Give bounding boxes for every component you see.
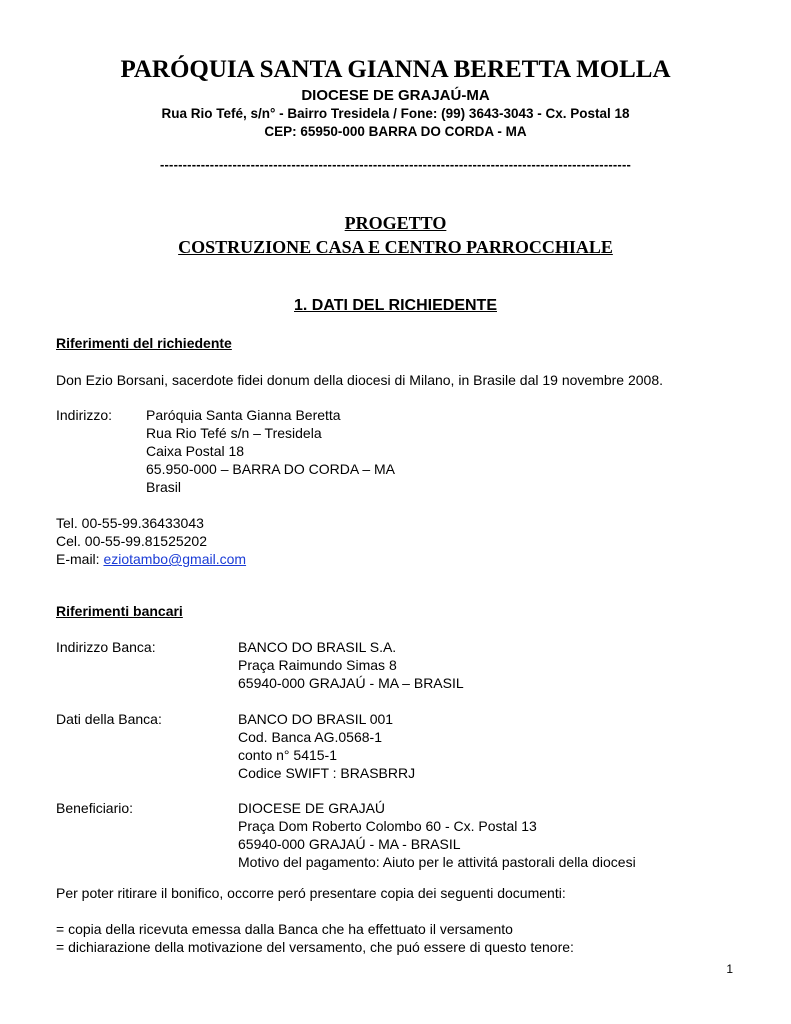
bank-address-label: Indirizzo Banca: <box>56 639 156 655</box>
bank-data-line: Cod. Banca AG.0568-1 <box>238 729 382 745</box>
withdrawal-note: Per poter ritirare il bonifico, occorre peró presentare copia dei seguenti documenti: <box>56 885 566 901</box>
bank-data-line: BANCO DO BRASIL 001 <box>238 711 394 727</box>
email-link[interactable]: eziotambo@gmail.com <box>103 551 247 567</box>
beneficiary-label: Beneficiario: <box>56 800 134 816</box>
address-line: Paróquia Santa Gianna Beretta <box>146 407 341 423</box>
beneficiary-line: DIOCESE DE GRAJAÚ <box>238 800 386 816</box>
document-item: = dichiarazione della motivazione del versamento, che puó essere di questo tenore: <box>56 939 574 955</box>
subheading-richiedente: Riferimenti del richiedente <box>56 335 232 351</box>
bank-address-line: 65940-000 GRAJAÚ - MA – BRASIL <box>238 675 464 691</box>
project-title: COSTRUZIONE CASA E CENTRO PARROCCHIALE <box>178 237 613 257</box>
section-title: 1. DATI DEL RICHIEDENTE <box>294 297 497 314</box>
address-line: Rua Rio Tefé s/n – Tresidela <box>146 425 322 441</box>
project-label: PROGETTO <box>344 213 447 233</box>
cellphone: Cel. 00-55-99.81525202 <box>56 533 208 549</box>
indirizzo-block <box>146 406 395 496</box>
header-divider: -------------------------------------------------------------------------------------------------------- <box>159 157 632 172</box>
parish-address: Rua Rio Tefé, s/n° - Bairro Tresidela / Fone: (99) 3643-3043 - Cx. Postal 18 <box>161 106 630 121</box>
parish-cep: CEP: 65950-000 BARRA DO CORDA - MA <box>264 124 527 139</box>
address-line: Caixa Postal 18 <box>146 443 245 459</box>
address-line: Brasil <box>146 479 182 495</box>
email-label: E-mail: <box>56 551 104 567</box>
bank-data-label: Dati della Banca: <box>56 711 162 727</box>
bank-data-block <box>238 710 415 782</box>
parish-title: PARÓQUIA SANTA GIANNA BERETTA MOLLA <box>120 56 671 83</box>
beneficiary-line: Praça Dom Roberto Colombo 60 - Cx. Postal 13 <box>238 818 537 834</box>
subheading-bancari: Riferimenti bancari <box>56 603 183 619</box>
bank-address-block <box>238 638 464 692</box>
address-line: 65.950-000 – BARRA DO CORDA – MA <box>146 461 395 477</box>
indirizzo-label: Indirizzo: <box>56 407 113 423</box>
bank-data-line: Codice SWIFT : BRASBRRJ <box>238 765 416 781</box>
beneficiary-line: Motivo del pagamento: Aiuto per le attivitá pastorali della diocesi <box>238 854 636 870</box>
page-number: 1 <box>726 962 733 976</box>
email-line <box>56 550 246 568</box>
beneficiary-block <box>238 799 636 871</box>
bank-data-line: conto n° 5415-1 <box>238 747 338 763</box>
diocese-name: DIOCESE DE GRAJAÚ-MA <box>301 87 490 104</box>
beneficiary-line: 65940-000 GRAJAÚ - MA - BRASIL <box>238 836 461 852</box>
applicant-intro: Don Ezio Borsani, sacerdote fidei donum della diocesi di Milano, in Brasile dal 19 novembre 2008. <box>56 372 664 388</box>
bank-address-line: BANCO DO BRASIL S.A. <box>238 639 397 655</box>
documents-list <box>56 920 574 956</box>
contact-block <box>56 514 246 568</box>
bank-address-line: Praça Raimundo Simas 8 <box>238 657 397 673</box>
telephone: Tel. 00-55-99.36433043 <box>56 515 204 531</box>
document-item: = copia della ricevuta emessa dalla Banca che ha effettuato il versamento <box>56 921 513 937</box>
